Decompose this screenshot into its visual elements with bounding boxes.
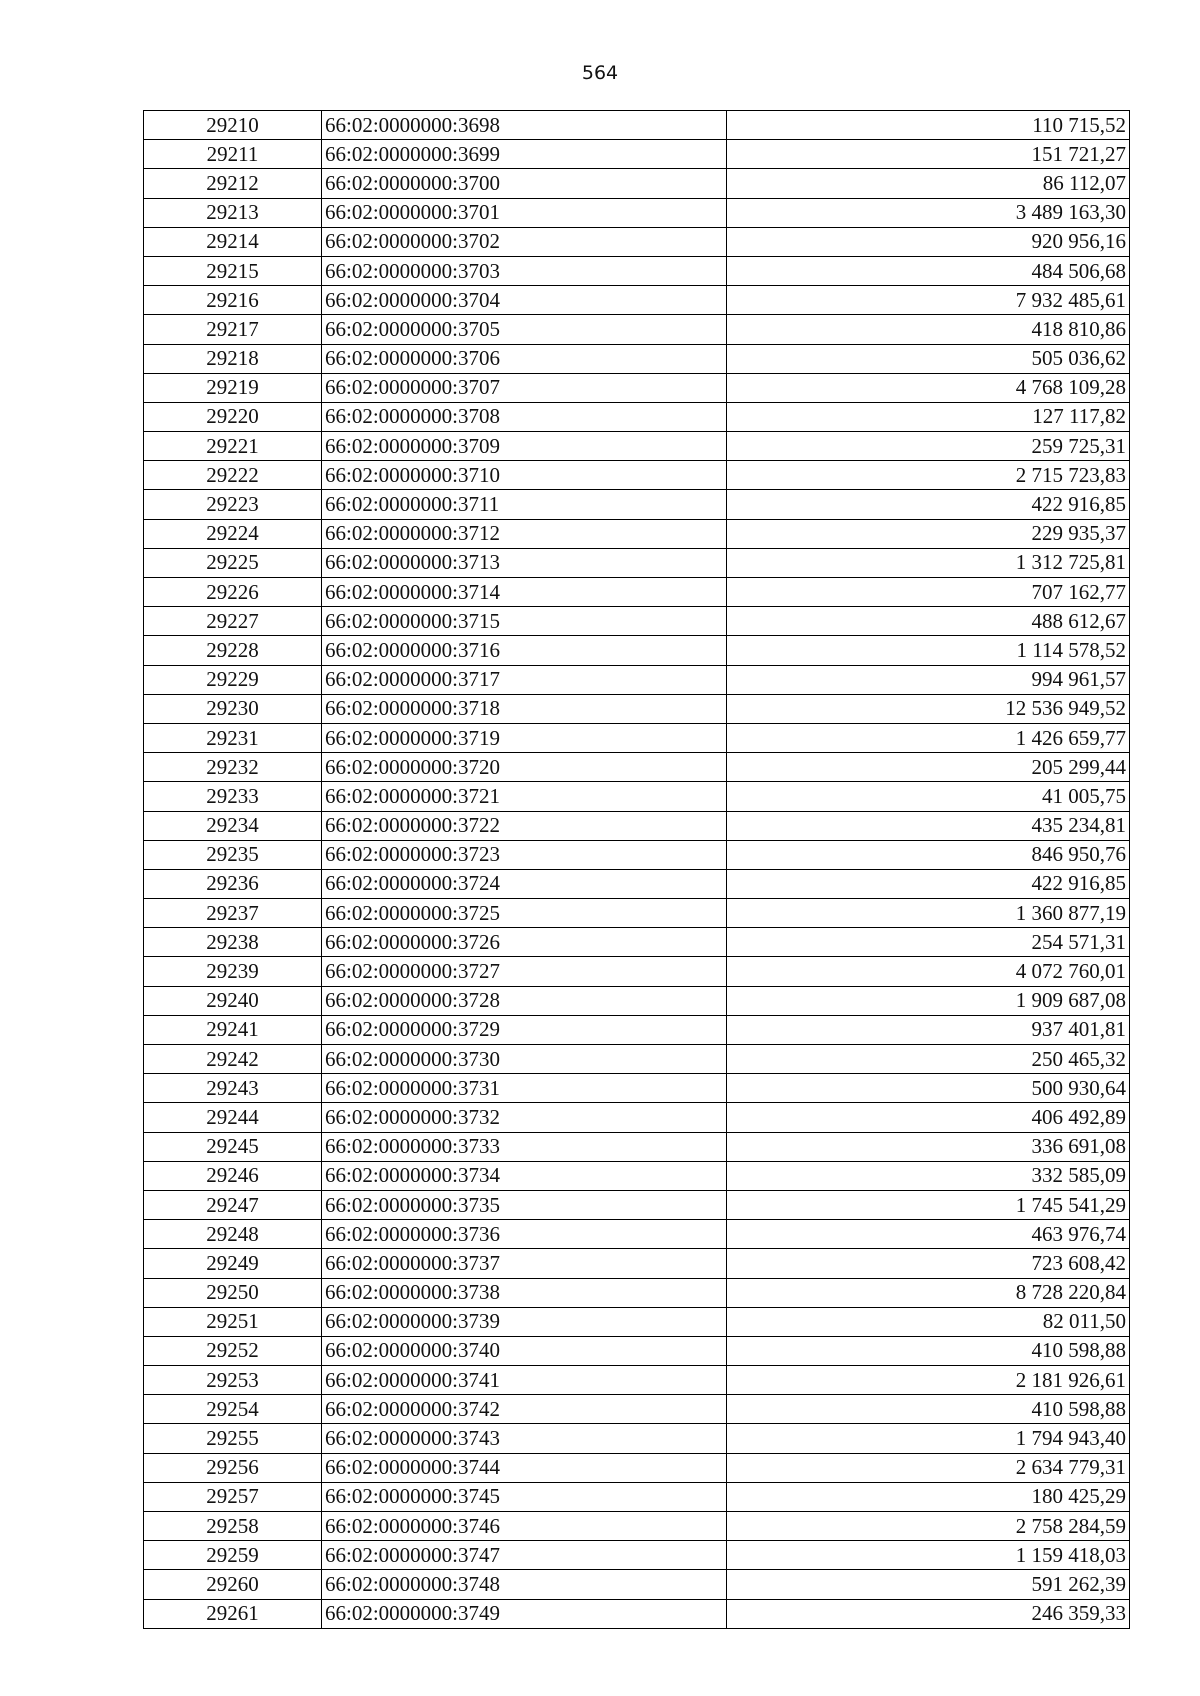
row-number-cell: 29250	[144, 1278, 322, 1307]
cadastral-number-cell: 66:02:0000000:3736	[322, 1220, 727, 1249]
table-row	[144, 1045, 1130, 1074]
value-cell: 994 961,57	[727, 665, 1130, 694]
row-number-cell: 29237	[144, 899, 322, 928]
cadastral-number-cell: 66:02:0000000:3727	[322, 957, 727, 986]
value-cell: 1 794 943,40	[727, 1424, 1130, 1453]
row-number-cell: 29238	[144, 928, 322, 957]
value-cell: 707 162,77	[727, 578, 1130, 607]
cadastral-number-cell: 66:02:0000000:3725	[322, 899, 727, 928]
cadastral-number-cell: 66:02:0000000:3706	[322, 344, 727, 373]
table-row	[144, 256, 1130, 285]
row-number-cell: 29213	[144, 198, 322, 227]
cadastral-number-cell: 66:02:0000000:3746	[322, 1512, 727, 1541]
table-row	[144, 140, 1130, 169]
row-number-cell: 29240	[144, 986, 322, 1015]
table-row	[144, 1424, 1130, 1453]
table-row	[144, 198, 1130, 227]
table-row	[144, 753, 1130, 782]
value-cell: 920 956,16	[727, 227, 1130, 256]
value-cell: 2 758 284,59	[727, 1512, 1130, 1541]
cadastral-number-cell: 66:02:0000000:3723	[322, 840, 727, 869]
cadastral-number-cell: 66:02:0000000:3701	[322, 198, 727, 227]
table-row	[144, 1161, 1130, 1190]
table-row	[144, 1512, 1130, 1541]
cadastral-number-cell: 66:02:0000000:3704	[322, 286, 727, 315]
value-cell: 4 072 760,01	[727, 957, 1130, 986]
value-cell: 410 598,88	[727, 1336, 1130, 1365]
value-cell: 418 810,86	[727, 315, 1130, 344]
value-cell: 505 036,62	[727, 344, 1130, 373]
table-row	[144, 286, 1130, 315]
table-row	[144, 1541, 1130, 1570]
value-cell: 246 359,33	[727, 1599, 1130, 1628]
cadastral-number-cell: 66:02:0000000:3748	[322, 1570, 727, 1599]
cadastral-number-cell: 66:02:0000000:3740	[322, 1336, 727, 1365]
table-row	[144, 1103, 1130, 1132]
table-row	[144, 1249, 1130, 1278]
row-number-cell: 29211	[144, 140, 322, 169]
row-number-cell: 29243	[144, 1074, 322, 1103]
value-cell: 435 234,81	[727, 811, 1130, 840]
cadastral-number-cell: 66:02:0000000:3742	[322, 1395, 727, 1424]
row-number-cell: 29257	[144, 1482, 322, 1511]
cadastral-number-cell: 66:02:0000000:3707	[322, 373, 727, 402]
row-number-cell: 29220	[144, 402, 322, 431]
cadastral-number-cell: 66:02:0000000:3716	[322, 636, 727, 665]
value-cell: 229 935,37	[727, 519, 1130, 548]
row-number-cell: 29230	[144, 694, 322, 723]
data-table	[143, 110, 1130, 1629]
cadastral-number-cell: 66:02:0000000:3745	[322, 1482, 727, 1511]
row-number-cell: 29227	[144, 607, 322, 636]
table-row	[144, 1220, 1130, 1249]
row-number-cell: 29236	[144, 869, 322, 898]
cadastral-number-cell: 66:02:0000000:3735	[322, 1190, 727, 1219]
cadastral-number-cell: 66:02:0000000:3718	[322, 694, 727, 723]
row-number-cell: 29231	[144, 723, 322, 752]
value-cell: 410 598,88	[727, 1395, 1130, 1424]
table-row	[144, 1307, 1130, 1336]
cadastral-number-cell: 66:02:0000000:3730	[322, 1045, 727, 1074]
row-number-cell: 29232	[144, 753, 322, 782]
cadastral-number-cell: 66:02:0000000:3744	[322, 1453, 727, 1482]
cadastral-number-cell: 66:02:0000000:3711	[322, 490, 727, 519]
table-row	[144, 607, 1130, 636]
row-number-cell: 29218	[144, 344, 322, 373]
value-cell: 254 571,31	[727, 928, 1130, 957]
table-row	[144, 461, 1130, 490]
row-number-cell: 29229	[144, 665, 322, 694]
cadastral-number-cell: 66:02:0000000:3715	[322, 607, 727, 636]
row-number-cell: 29244	[144, 1103, 322, 1132]
table-row	[144, 1190, 1130, 1219]
value-cell: 1 745 541,29	[727, 1190, 1130, 1219]
table-row	[144, 1599, 1130, 1628]
value-cell: 484 506,68	[727, 256, 1130, 285]
row-number-cell: 29212	[144, 169, 322, 198]
table-row	[144, 1015, 1130, 1044]
row-number-cell: 29222	[144, 461, 322, 490]
value-cell: 406 492,89	[727, 1103, 1130, 1132]
value-cell: 12 536 949,52	[727, 694, 1130, 723]
value-cell: 82 011,50	[727, 1307, 1130, 1336]
value-cell: 1 114 578,52	[727, 636, 1130, 665]
cadastral-number-cell: 66:02:0000000:3749	[322, 1599, 727, 1628]
row-number-cell: 29251	[144, 1307, 322, 1336]
row-number-cell: 29233	[144, 782, 322, 811]
cadastral-number-cell: 66:02:0000000:3731	[322, 1074, 727, 1103]
row-number-cell: 29255	[144, 1424, 322, 1453]
value-cell: 1 159 418,03	[727, 1541, 1130, 1570]
cadastral-number-cell: 66:02:0000000:3733	[322, 1132, 727, 1161]
value-cell: 1 360 877,19	[727, 899, 1130, 928]
table-row	[144, 519, 1130, 548]
cadastral-number-cell: 66:02:0000000:3720	[322, 753, 727, 782]
value-cell: 463 976,74	[727, 1220, 1130, 1249]
row-number-cell: 29254	[144, 1395, 322, 1424]
table-row	[144, 840, 1130, 869]
value-cell: 488 612,67	[727, 607, 1130, 636]
table-row	[144, 1278, 1130, 1307]
value-cell: 4 768 109,28	[727, 373, 1130, 402]
table-row	[144, 665, 1130, 694]
table-row	[144, 548, 1130, 577]
row-number-cell: 29219	[144, 373, 322, 402]
value-cell: 7 932 485,61	[727, 286, 1130, 315]
table-body	[144, 111, 1130, 1629]
row-number-cell: 29210	[144, 111, 322, 140]
value-cell: 2 715 723,83	[727, 461, 1130, 490]
cadastral-number-cell: 66:02:0000000:3698	[322, 111, 727, 140]
row-number-cell: 29226	[144, 578, 322, 607]
table-row	[144, 636, 1130, 665]
value-cell: 846 950,76	[727, 840, 1130, 869]
cadastral-number-cell: 66:02:0000000:3712	[322, 519, 727, 548]
row-number-cell: 29217	[144, 315, 322, 344]
cadastral-number-cell: 66:02:0000000:3709	[322, 432, 727, 461]
cadastral-number-cell: 66:02:0000000:3741	[322, 1366, 727, 1395]
cadastral-number-cell: 66:02:0000000:3700	[322, 169, 727, 198]
value-cell: 422 916,85	[727, 869, 1130, 898]
row-number-cell: 29259	[144, 1541, 322, 1570]
row-number-cell: 29214	[144, 227, 322, 256]
cadastral-number-cell: 66:02:0000000:3702	[322, 227, 727, 256]
row-number-cell: 29248	[144, 1220, 322, 1249]
value-cell: 2 634 779,31	[727, 1453, 1130, 1482]
table-row	[144, 315, 1130, 344]
row-number-cell: 29260	[144, 1570, 322, 1599]
row-number-cell: 29252	[144, 1336, 322, 1365]
cadastral-number-cell: 66:02:0000000:3714	[322, 578, 727, 607]
row-number-cell: 29241	[144, 1015, 322, 1044]
table-row	[144, 169, 1130, 198]
table-row	[144, 694, 1130, 723]
cadastral-number-cell: 66:02:0000000:3724	[322, 869, 727, 898]
cadastral-number-cell: 66:02:0000000:3717	[322, 665, 727, 694]
value-cell: 332 585,09	[727, 1161, 1130, 1190]
table-row	[144, 1074, 1130, 1103]
table-row	[144, 1482, 1130, 1511]
table-row	[144, 578, 1130, 607]
row-number-cell: 29216	[144, 286, 322, 315]
value-cell: 205 299,44	[727, 753, 1130, 782]
table-row	[144, 1395, 1130, 1424]
value-cell: 723 608,42	[727, 1249, 1130, 1278]
cadastral-number-cell: 66:02:0000000:3732	[322, 1103, 727, 1132]
table-row	[144, 111, 1130, 140]
row-number-cell: 29261	[144, 1599, 322, 1628]
cadastral-number-cell: 66:02:0000000:3747	[322, 1541, 727, 1570]
value-cell: 8 728 220,84	[727, 1278, 1130, 1307]
cadastral-number-cell: 66:02:0000000:3728	[322, 986, 727, 1015]
value-cell: 180 425,29	[727, 1482, 1130, 1511]
table-row	[144, 432, 1130, 461]
value-cell: 151 721,27	[727, 140, 1130, 169]
row-number-cell: 29228	[144, 636, 322, 665]
value-cell: 1 426 659,77	[727, 723, 1130, 752]
cadastral-number-cell: 66:02:0000000:3729	[322, 1015, 727, 1044]
table-row	[144, 373, 1130, 402]
cadastral-number-cell: 66:02:0000000:3737	[322, 1249, 727, 1278]
value-cell: 127 117,82	[727, 402, 1130, 431]
row-number-cell: 29242	[144, 1045, 322, 1074]
row-number-cell: 29239	[144, 957, 322, 986]
cadastral-number-cell: 66:02:0000000:3721	[322, 782, 727, 811]
table-row	[144, 811, 1130, 840]
value-cell: 336 691,08	[727, 1132, 1130, 1161]
row-number-cell: 29249	[144, 1249, 322, 1278]
table-row	[144, 957, 1130, 986]
value-cell: 41 005,75	[727, 782, 1130, 811]
cadastral-number-cell: 66:02:0000000:3739	[322, 1307, 727, 1336]
cadastral-number-cell: 66:02:0000000:3734	[322, 1161, 727, 1190]
cadastral-number-cell: 66:02:0000000:3726	[322, 928, 727, 957]
value-cell: 591 262,39	[727, 1570, 1130, 1599]
value-cell: 937 401,81	[727, 1015, 1130, 1044]
row-number-cell: 29256	[144, 1453, 322, 1482]
row-number-cell: 29225	[144, 548, 322, 577]
table-row	[144, 1453, 1130, 1482]
value-cell: 2 181 926,61	[727, 1366, 1130, 1395]
value-cell: 500 930,64	[727, 1074, 1130, 1103]
cadastral-number-cell: 66:02:0000000:3703	[322, 256, 727, 285]
cadastral-number-cell: 66:02:0000000:3722	[322, 811, 727, 840]
row-number-cell: 29235	[144, 840, 322, 869]
table-row	[144, 723, 1130, 752]
cadastral-number-cell: 66:02:0000000:3710	[322, 461, 727, 490]
cadastral-number-cell: 66:02:0000000:3738	[322, 1278, 727, 1307]
row-number-cell: 29253	[144, 1366, 322, 1395]
value-cell: 250 465,32	[727, 1045, 1130, 1074]
value-cell: 1 909 687,08	[727, 986, 1130, 1015]
table-row	[144, 782, 1130, 811]
row-number-cell: 29245	[144, 1132, 322, 1161]
value-cell: 86 112,07	[727, 169, 1130, 198]
row-number-cell: 29246	[144, 1161, 322, 1190]
row-number-cell: 29234	[144, 811, 322, 840]
cadastral-number-cell: 66:02:0000000:3699	[322, 140, 727, 169]
value-cell: 110 715,52	[727, 111, 1130, 140]
value-cell: 259 725,31	[727, 432, 1130, 461]
table-row	[144, 928, 1130, 957]
cadastral-number-cell: 66:02:0000000:3708	[322, 402, 727, 431]
row-number-cell: 29258	[144, 1512, 322, 1541]
table-row	[144, 1336, 1130, 1365]
cadastral-number-cell: 66:02:0000000:3713	[322, 548, 727, 577]
table-row	[144, 227, 1130, 256]
table-row	[144, 402, 1130, 431]
cadastral-number-cell: 66:02:0000000:3705	[322, 315, 727, 344]
value-cell: 1 312 725,81	[727, 548, 1130, 577]
table-row	[144, 1366, 1130, 1395]
table-row	[144, 986, 1130, 1015]
value-cell: 3 489 163,30	[727, 198, 1130, 227]
table-row	[144, 899, 1130, 928]
table-row	[144, 1570, 1130, 1599]
row-number-cell: 29215	[144, 256, 322, 285]
row-number-cell: 29223	[144, 490, 322, 519]
cadastral-number-cell: 66:02:0000000:3719	[322, 723, 727, 752]
row-number-cell: 29247	[144, 1190, 322, 1219]
page-number: 564	[581, 62, 619, 84]
row-number-cell: 29221	[144, 432, 322, 461]
value-cell: 422 916,85	[727, 490, 1130, 519]
table-row	[144, 344, 1130, 373]
row-number-cell: 29224	[144, 519, 322, 548]
cadastral-number-cell: 66:02:0000000:3743	[322, 1424, 727, 1453]
table-row	[144, 1132, 1130, 1161]
table-row	[144, 490, 1130, 519]
table-row	[144, 869, 1130, 898]
